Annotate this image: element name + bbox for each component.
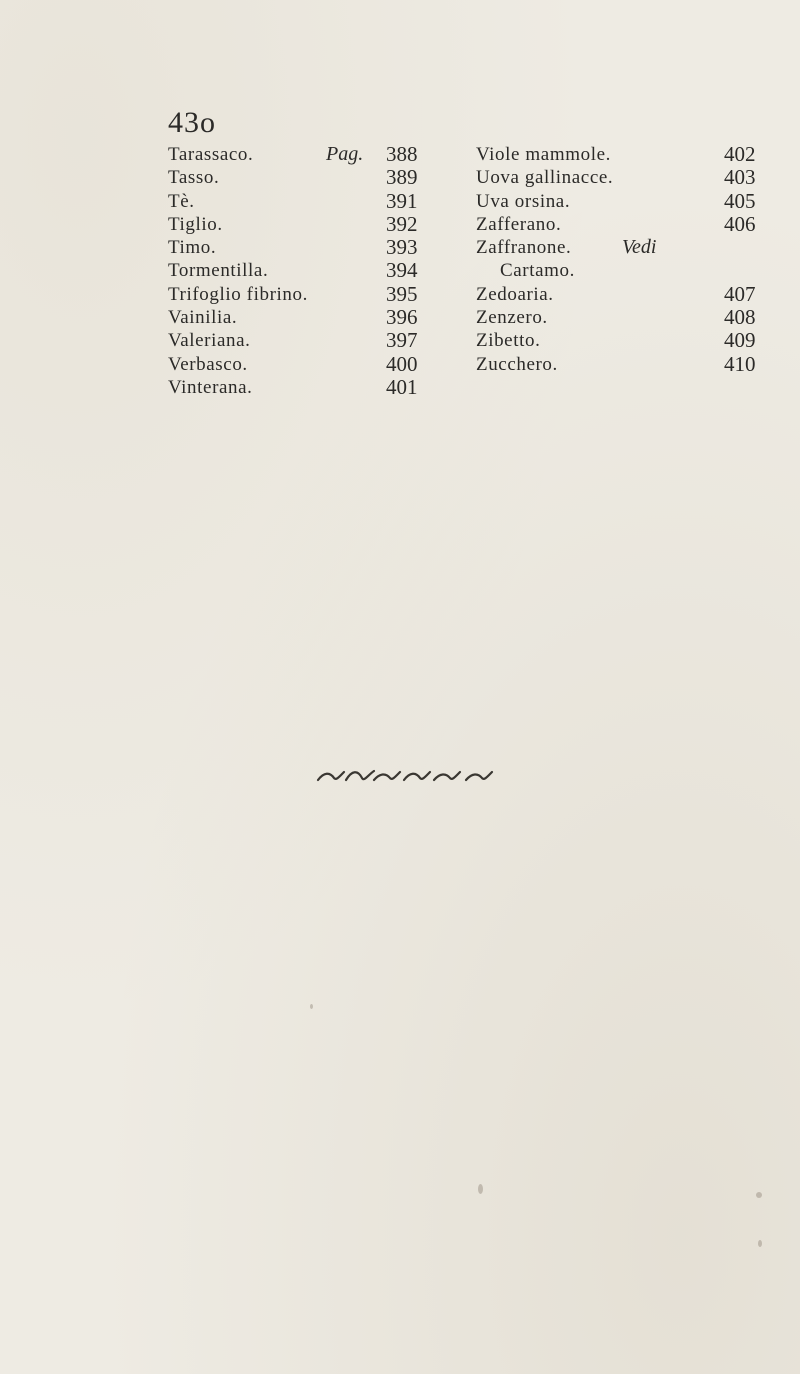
entry-page: 396 bbox=[386, 305, 418, 330]
entry-page: 402 bbox=[724, 142, 756, 166]
entry-page: 389 bbox=[386, 165, 418, 190]
entry-name: Zedoaria. bbox=[476, 283, 554, 305]
index-entry bbox=[168, 329, 458, 352]
index-entry bbox=[476, 143, 772, 166]
entry-page: 407 bbox=[724, 281, 756, 306]
entry-name: Zibetto. bbox=[476, 330, 541, 352]
entry-page: 403 bbox=[724, 165, 756, 190]
entry-page: 395 bbox=[386, 281, 418, 306]
index-column-right bbox=[476, 143, 772, 376]
entry-page: 394 bbox=[386, 258, 418, 283]
index-entry bbox=[168, 213, 458, 236]
page-number: 43o bbox=[168, 106, 216, 139]
entry-name: Vainilia. bbox=[168, 307, 238, 329]
index-entry bbox=[168, 283, 458, 306]
entry-page: 388 bbox=[386, 142, 418, 166]
entry-name: Valeriana. bbox=[168, 330, 251, 352]
index-entry bbox=[476, 166, 772, 189]
entry-page: 391 bbox=[386, 188, 418, 213]
entry-name: Verbasco. bbox=[168, 353, 248, 375]
entry-name: Tarassaco. bbox=[168, 144, 254, 165]
index-entry bbox=[168, 376, 458, 399]
entry-name: Zaffranone. bbox=[476, 237, 572, 259]
paper-spot bbox=[478, 1184, 483, 1194]
entry-page: 393 bbox=[386, 235, 418, 260]
entry-page: 406 bbox=[724, 211, 756, 236]
entry-name: Vinterana. bbox=[168, 376, 253, 398]
index-entry bbox=[476, 259, 772, 282]
entry-name: Zucchero. bbox=[476, 353, 558, 375]
entry-name: Tiglio. bbox=[168, 213, 223, 235]
paper-spot bbox=[310, 1004, 313, 1009]
entry-page: 410 bbox=[724, 351, 756, 376]
entry-page: 408 bbox=[724, 305, 756, 330]
index-entry bbox=[168, 143, 458, 166]
entry-name: Tasso. bbox=[168, 167, 220, 189]
index-entry bbox=[476, 213, 772, 236]
index-entry bbox=[168, 306, 458, 329]
entry-name: Cartamo. bbox=[500, 260, 575, 282]
index-entry bbox=[476, 306, 772, 329]
decorative-flourish-icon bbox=[316, 766, 504, 786]
index-column-left bbox=[168, 143, 458, 399]
index-entry bbox=[476, 236, 772, 259]
entry-name: Timo. bbox=[168, 237, 217, 259]
entry-name: Zenzero. bbox=[476, 307, 548, 329]
entry-name: Uova gallinacce. bbox=[476, 167, 614, 189]
entry-name: Trifoglio fibrino. bbox=[168, 283, 308, 305]
entry-name: Viole mammole. bbox=[476, 144, 611, 165]
entry-page: 400 bbox=[386, 351, 418, 376]
vedi-cross-reference: Vedi bbox=[622, 236, 657, 259]
index-entry bbox=[168, 259, 458, 282]
index-entry bbox=[476, 190, 772, 213]
paper-spot bbox=[756, 1192, 762, 1198]
entry-page: 405 bbox=[724, 188, 756, 213]
entry-name: Tè. bbox=[168, 190, 195, 212]
entry-name: Zafferano. bbox=[476, 213, 562, 235]
index-entry bbox=[168, 353, 458, 376]
pag-abbreviation: Pag. bbox=[326, 143, 364, 165]
entry-name: Tormentilla. bbox=[168, 260, 269, 282]
index-entry bbox=[168, 236, 458, 259]
index-entry bbox=[476, 329, 772, 352]
entry-page: 401 bbox=[386, 374, 418, 399]
index-entry bbox=[168, 166, 458, 189]
index-entry bbox=[476, 283, 772, 306]
entry-name: Uva orsina. bbox=[476, 190, 571, 212]
entry-page: 392 bbox=[386, 211, 418, 236]
index-entry bbox=[476, 353, 772, 376]
paper-spot bbox=[758, 1240, 762, 1247]
index-entry bbox=[168, 190, 458, 213]
entry-page: 409 bbox=[724, 328, 756, 353]
entry-page: 397 bbox=[386, 328, 418, 353]
